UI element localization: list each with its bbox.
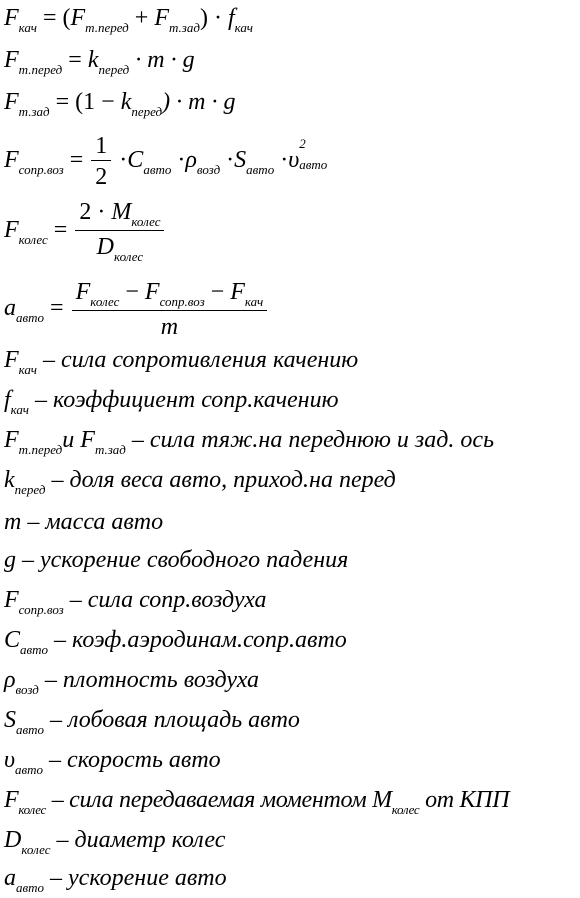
subscript: кач <box>18 20 37 35</box>
symbol: C <box>4 627 21 653</box>
operator: · <box>213 5 222 31</box>
symbol: F <box>230 279 245 305</box>
symbol: ρ <box>4 667 16 693</box>
symbol: k <box>4 467 15 493</box>
denominator: m <box>160 314 179 340</box>
symbol: F <box>154 5 169 31</box>
subscript: кач <box>18 362 37 377</box>
subscript: колес <box>21 842 51 857</box>
symbol: M <box>372 787 392 813</box>
subscript: кач <box>10 402 29 417</box>
subscript: авто <box>16 722 45 737</box>
symbol: M <box>111 199 132 225</box>
operator: = <box>50 295 64 322</box>
symbol: F <box>70 5 86 31</box>
subscript: т.перед <box>85 20 129 35</box>
legend-item <box>4 468 396 496</box>
subscript: т.зад <box>168 20 200 35</box>
symbol: g <box>4 547 16 573</box>
description: от КПП <box>419 787 510 813</box>
denominator <box>75 231 164 263</box>
operator: = <box>68 47 82 73</box>
fraction <box>72 280 268 339</box>
symbol: S <box>4 707 16 733</box>
fraction <box>91 134 111 189</box>
subscript: колес <box>131 214 161 229</box>
operator: − <box>125 279 139 305</box>
operator: · <box>119 147 128 174</box>
symbol: k <box>87 47 99 73</box>
fraction <box>75 200 164 263</box>
operator: · <box>280 147 289 174</box>
description: – скорость авто <box>43 747 221 773</box>
symbol: υ <box>288 147 300 174</box>
subscript: колес <box>18 802 46 817</box>
formula-acceleration <box>4 280 269 339</box>
description: – коэффициент сопр.качению <box>28 387 339 413</box>
legend-item <box>4 748 221 776</box>
legend-item <box>4 348 358 376</box>
expression: ) · m · g <box>162 89 236 115</box>
symbol: F <box>4 787 19 813</box>
symbol: F <box>4 427 19 453</box>
subscript: возд <box>15 682 39 697</box>
expression: · m · g <box>135 47 195 73</box>
legend-item <box>4 628 347 656</box>
subscript: т.перед <box>18 442 63 457</box>
formula-rolling-resistance <box>4 6 253 34</box>
symbol: F <box>4 217 19 244</box>
description: – плотность воздуха <box>38 667 260 693</box>
expression: 2 · <box>79 199 106 225</box>
numerator: 1 <box>91 134 111 161</box>
description: – масса авто <box>21 509 164 535</box>
symbol: m <box>4 509 22 535</box>
subscript: авто <box>16 310 45 326</box>
legend-item <box>4 548 348 572</box>
legend-item <box>4 866 227 894</box>
legend-item <box>4 828 225 856</box>
conjunction: и <box>62 427 81 453</box>
operator: − <box>210 279 225 305</box>
subscript: сопр.воз <box>18 162 64 178</box>
symbol: D <box>4 827 22 853</box>
subscript: перед <box>14 482 46 497</box>
symbol: f <box>4 387 11 413</box>
formula-rear-load <box>4 90 235 118</box>
operator: = <box>69 147 84 174</box>
symbol: ρ <box>185 147 197 174</box>
operator: = <box>53 217 68 244</box>
subscript: колес <box>18 232 48 248</box>
description: – диаметр колес <box>50 827 226 853</box>
legend-item <box>4 788 509 816</box>
symbol: C <box>127 147 144 174</box>
legend-item <box>4 668 259 696</box>
subscript: т.перед <box>18 62 63 77</box>
description: – сила тяж.на переднюю и зад. ось <box>125 427 494 453</box>
symbol: F <box>4 89 19 115</box>
legend-item <box>4 388 339 416</box>
legend-item <box>4 428 494 456</box>
subscript: колес <box>114 249 144 264</box>
symbol: F <box>4 47 19 73</box>
numerator <box>75 200 164 231</box>
symbol: S <box>234 147 247 174</box>
description: – лобовая площадь авто <box>44 707 300 733</box>
subscript: авто <box>16 880 45 895</box>
subscript: перед <box>131 104 163 119</box>
legend-item <box>4 510 163 534</box>
operator: + <box>134 5 149 31</box>
subscript: т.зад <box>18 104 50 119</box>
subscript: колес <box>391 802 420 817</box>
subscript: авто <box>299 157 328 173</box>
symbol: F <box>144 279 160 305</box>
symbol: D <box>96 234 115 260</box>
subscript: кач <box>234 20 253 35</box>
subscript: авто <box>246 162 275 178</box>
description: – коэф.аэродинам.сопр.авто <box>48 627 347 653</box>
symbol: F <box>4 5 19 31</box>
subscript: т.зад <box>94 442 126 457</box>
subscript: авто <box>20 642 49 657</box>
numerator <box>72 280 268 311</box>
symbol: a <box>4 295 16 322</box>
symbol: F <box>80 427 95 453</box>
subscript: сопр.воз <box>18 602 64 617</box>
symbol: k <box>120 89 132 115</box>
symbol: a <box>4 865 16 891</box>
symbol: f <box>227 5 235 31</box>
subscript: авто <box>143 162 172 178</box>
subscript: перед <box>98 62 130 77</box>
description: – сила передаваемая моментом <box>46 787 373 813</box>
symbol: F <box>4 587 19 613</box>
subscript: авто <box>15 762 44 777</box>
subscript: сопр.воз <box>159 294 205 309</box>
operator: = ( <box>42 5 71 31</box>
legend-item <box>4 588 267 616</box>
operator: = (1 − <box>55 89 115 115</box>
formula-wheel-force <box>4 200 166 263</box>
legend-item <box>4 708 300 736</box>
super-sub-stack <box>299 136 328 173</box>
description: – ускорение свободного падения <box>16 547 349 573</box>
symbol: F <box>75 279 91 305</box>
symbol: F <box>4 147 19 174</box>
formula-front-load <box>4 48 195 76</box>
superscript: 2 <box>299 136 306 152</box>
description: – ускорение авто <box>44 865 227 891</box>
description: – сила сопр.воздуха <box>63 587 267 613</box>
symbol: υ <box>4 747 16 773</box>
subscript: кач <box>244 294 264 309</box>
formula-air-resistance <box>4 133 328 190</box>
operator: · <box>177 147 186 174</box>
subscript: возд <box>196 162 221 178</box>
operator: · <box>226 147 235 174</box>
operator: ) <box>199 5 208 31</box>
description: – сила сопротивления качению <box>36 347 359 373</box>
symbol: F <box>4 347 19 373</box>
denominator: 2 <box>95 164 108 190</box>
description: – доля веса авто, приход.на перед <box>45 467 396 493</box>
subscript: колес <box>90 294 120 309</box>
